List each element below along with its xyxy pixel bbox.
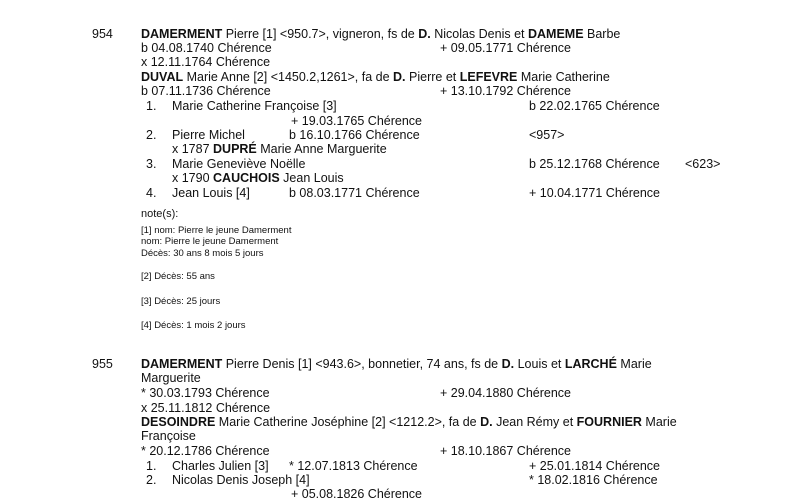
spouse-line: [141, 415, 677, 429]
child-spouse-surname: DUPRÉ: [213, 142, 257, 156]
spouse-mother-name: Marie Catherine: [517, 70, 610, 84]
child-name: Charles Julien [3]: [172, 459, 269, 473]
father-name: Nicolas Denis et: [430, 27, 528, 41]
child-number: 2.: [146, 473, 157, 487]
mother-surname: DAMEME: [527, 27, 584, 41]
child-death: + 25.01.1814 Chérence: [529, 459, 661, 473]
note-line: [3] Décès: 25 jours: [141, 296, 221, 307]
child-marriage: [172, 171, 344, 185]
child-marriage: [172, 142, 387, 156]
d-marker: D.: [501, 357, 515, 371]
spouse-mother-name-continued: Françoise: [141, 429, 196, 443]
marriage: x 25.11.1812 Chérence: [141, 401, 271, 415]
mother-name-continued: Marguerite: [141, 371, 201, 385]
spouse-surname: DUVAL: [141, 70, 184, 84]
child-birth: b 08.03.1771 Chérence: [289, 186, 420, 200]
spouse-mother-name: Marie: [641, 415, 677, 429]
spouse-details: Marie Anne [2] <1450.2,1261>, fa de: [183, 70, 394, 84]
child-number: 3.: [146, 157, 157, 171]
mother-surname: LARCHÉ: [564, 357, 617, 371]
note-line: [2] Décès: 55 ans: [141, 271, 215, 282]
child-name: Nicolas Denis Joseph [4]: [172, 473, 310, 487]
spouse-details: Marie Catherine Joséphine [2] <1212.2>, fa de: [215, 415, 481, 429]
child-spouse-name: Jean Louis: [279, 171, 344, 185]
entry-head-line: [141, 357, 652, 371]
person-birth: * 30.03.1793 Chérence: [141, 386, 270, 400]
spouse-mother-surname: LEFEVRE: [459, 70, 518, 84]
child-death: + 19.03.1765 Chérence: [291, 114, 423, 128]
father-name: Louis et: [514, 357, 565, 371]
child-birth: * 12.07.1813 Chérence: [289, 459, 418, 473]
notes-label: note(s):: [141, 208, 179, 220]
mother-name: Barbe: [583, 27, 621, 41]
child-birth: * 18.02.1816 Chérence: [529, 473, 658, 487]
child-number: 4.: [146, 186, 157, 200]
entry-head-line: [141, 27, 620, 41]
entry-number: 955: [92, 357, 113, 371]
note-line: [4] Décès: 1 mois 2 jours: [141, 320, 246, 331]
child-name: Marie Geneviève Noëlle: [172, 157, 306, 171]
entry-number: 954: [92, 27, 113, 41]
mother-name: Marie: [616, 357, 652, 371]
child-marriage-date: x 1790: [172, 171, 214, 185]
d-marker: D.: [418, 27, 431, 41]
spouse-line: [141, 70, 610, 84]
person-surname: DAMERMENT: [141, 27, 223, 41]
note-line: nom: Pierre le jeune Damerment: [141, 236, 279, 247]
child-spouse-name: Marie Anne Marguerite: [256, 142, 387, 156]
person-birth: b 04.08.1740 Chérence: [141, 41, 272, 55]
d-marker: D.: [393, 70, 406, 84]
person-death: + 09.05.1771 Chérence: [440, 41, 572, 55]
d-marker: D.: [480, 415, 493, 429]
person-surname: DAMERMENT: [141, 357, 223, 371]
spouse-death: + 13.10.1792 Chérence: [440, 84, 572, 98]
child-spouse-surname: CAUCHOIS: [213, 171, 280, 185]
child-name: Jean Louis [4]: [172, 186, 250, 200]
child-number: 1.: [146, 459, 157, 473]
child-reference: <957>: [529, 128, 565, 142]
child-birth: b 22.02.1765 Chérence: [529, 99, 660, 113]
person-death: + 29.04.1880 Chérence: [440, 386, 572, 400]
marriage: x 12.11.1764 Chérence: [141, 55, 271, 69]
child-marriage-date: x 1787: [172, 142, 214, 156]
person-details: Pierre Denis [1] <943.6>, bonnetier, 74 ans, fs de: [222, 357, 502, 371]
person-details: Pierre [1] <950.7>, vigneron, fs de: [222, 27, 419, 41]
spouse-birth: * 20.12.1786 Chérence: [141, 444, 270, 458]
spouse-mother-surname: FOURNIER: [576, 415, 642, 429]
child-birth: b 25.12.1768 Chérence: [529, 157, 660, 171]
child-birth: b 16.10.1766 Chérence: [289, 128, 420, 142]
child-name: Marie Catherine Françoise [3]: [172, 99, 337, 113]
child-number: 1.: [146, 99, 157, 113]
spouse-father-name: Jean Rémy et: [492, 415, 577, 429]
note-line: Décès: 30 ans 8 mois 5 jours: [141, 248, 264, 259]
child-reference: <623>: [685, 157, 721, 171]
note-line: [1] nom: Pierre le jeune Damerment: [141, 225, 292, 236]
child-death: + 05.08.1826 Chérence: [291, 487, 423, 501]
spouse-surname: DESOINDRE: [141, 415, 216, 429]
spouse-father-name: Pierre et: [405, 70, 460, 84]
child-death: + 10.04.1771 Chérence: [529, 186, 661, 200]
child-number: 2.: [146, 128, 157, 142]
spouse-death: + 18.10.1867 Chérence: [440, 444, 572, 458]
child-name: Pierre Michel: [172, 128, 245, 142]
spouse-birth: b 07.11.1736 Chérence: [141, 84, 271, 98]
